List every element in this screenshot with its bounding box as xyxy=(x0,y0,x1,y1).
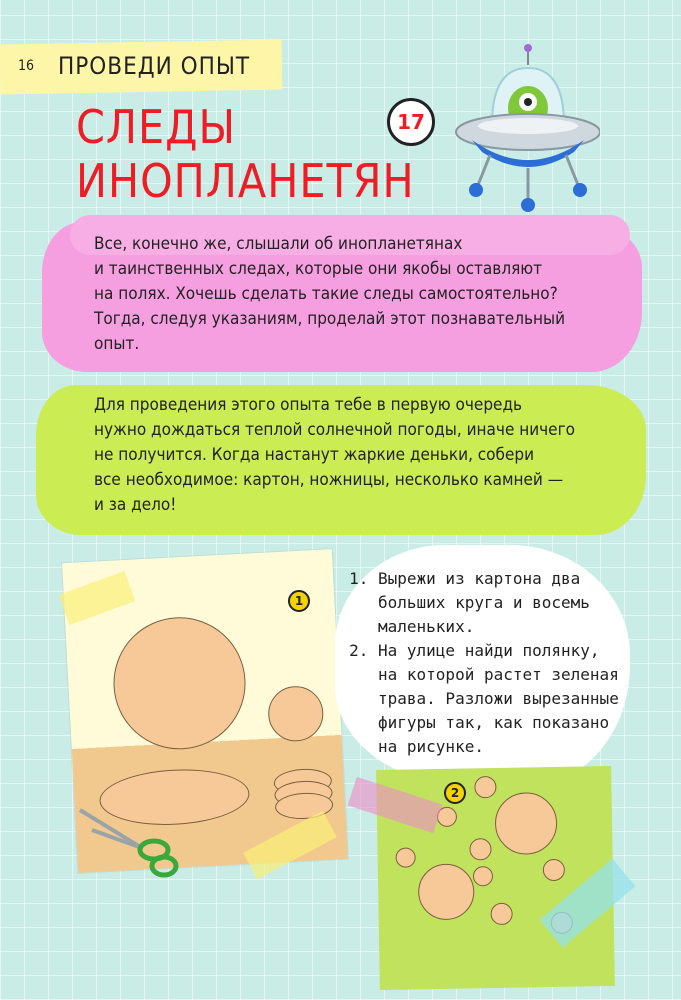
small-circle xyxy=(395,847,415,867)
big-circle xyxy=(110,614,249,753)
materials-line: не получится. Когда настанут жаркие деньки, собери xyxy=(94,445,535,465)
step-item: 2. На улице найди полянку, на которой растет зеленая трава. Разложи вырезанные фигуры так, как показано на рисунке. xyxy=(378,639,626,759)
small-circle xyxy=(543,859,565,881)
photo2-number: 2 xyxy=(444,782,466,804)
section-label: ПРОВЕДИ ОПЫТ xyxy=(58,52,251,80)
materials-line: нужно дождаться теплой солнечной погоды, иначе ничего xyxy=(94,420,575,440)
intro-line: Тогда, следуя указаниям, проделай этот познавательный xyxy=(94,309,566,329)
title-line-2: ИНОПЛАНЕТЯН xyxy=(76,154,415,208)
step-item: 1. Вырежи из картона два больших круга и восемь маленьких. xyxy=(378,567,626,639)
big-circle xyxy=(495,792,558,855)
intro-paragraph xyxy=(94,232,634,357)
materials-line: Для проведения этого опыта тебе в первую очередь xyxy=(94,395,523,415)
materials-paragraph xyxy=(94,393,634,518)
small-circle xyxy=(473,866,493,886)
small-circle xyxy=(267,685,325,743)
photo1-number: 1 xyxy=(288,590,310,612)
experiment-number-badge: 17 xyxy=(387,98,435,146)
intro-line: и таинственных следах, которые они якобы оставляют xyxy=(94,259,543,279)
small-circle xyxy=(490,903,512,925)
intro-line: Все, конечно же, слышали об инопланетянах xyxy=(94,234,463,254)
scissors-icon xyxy=(72,800,182,880)
big-circle xyxy=(418,863,475,920)
materials-line: и за дело! xyxy=(94,495,177,515)
small-circle xyxy=(474,776,496,798)
intro-line: опыт. xyxy=(94,334,140,354)
alien-ufo-icon xyxy=(450,40,600,220)
materials-line: все необходимое: картон, ножницы, несколько камней — xyxy=(94,470,564,490)
title-line-1: СЛЕДЫ xyxy=(76,100,237,154)
page-number: 16 xyxy=(18,58,35,74)
small-circle xyxy=(469,838,491,860)
steps-list xyxy=(356,567,626,759)
intro-line: на полях. Хочешь сделать такие следы самостоятельно? xyxy=(94,284,558,304)
